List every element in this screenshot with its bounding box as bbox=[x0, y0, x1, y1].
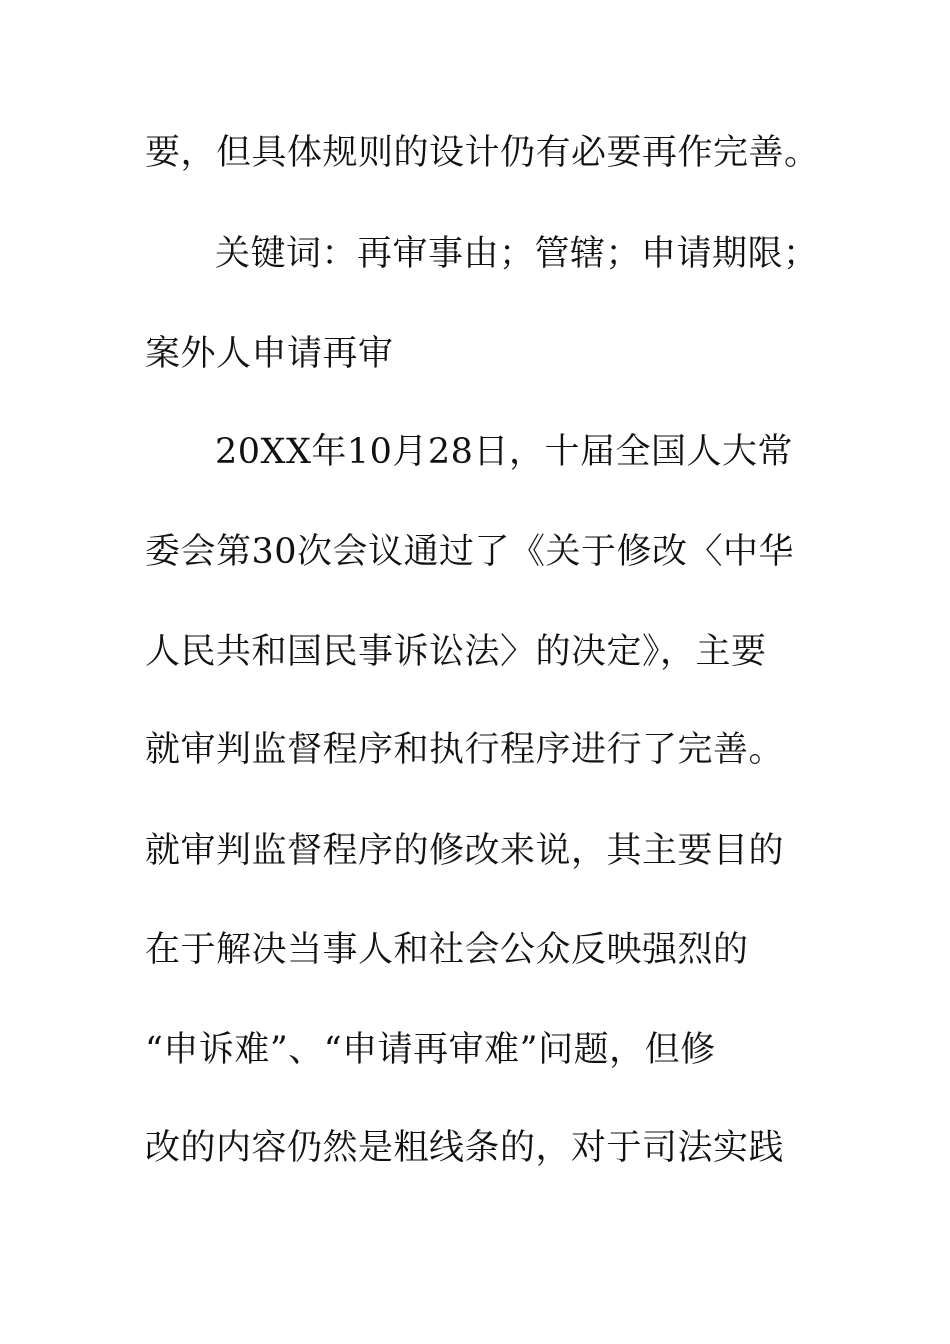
text-line: 就审判监督程序的修改来说，其主要目的 bbox=[145, 831, 785, 871]
text-line: 要，但具体规则的设计仍有必要再作完善。 bbox=[145, 133, 820, 173]
keywords-line: 关键词：再审事由；管辖；申请期限； bbox=[215, 234, 819, 274]
text-line: 委会第30次会议通过了《关于修改〈中华 bbox=[145, 532, 795, 572]
text-line: 人民共和国民事诉讼法〉的决定》，主要 bbox=[145, 632, 767, 672]
paragraph-start-line: 20XX年10月28日，十届全国人大常 bbox=[215, 432, 793, 472]
text-line: “申诉难”、“申请再审难”问题，但修 bbox=[145, 1030, 716, 1070]
text-line: 就审判监督程序和执行程序进行了完善。 bbox=[145, 730, 785, 770]
text-line: 在于解决当事人和社会公众反映强烈的 bbox=[145, 930, 749, 970]
text-line: 改的内容仍然是粗线条的，对于司法实践 bbox=[145, 1128, 785, 1168]
keywords-line-continued: 案外人申请再审 bbox=[145, 334, 394, 374]
